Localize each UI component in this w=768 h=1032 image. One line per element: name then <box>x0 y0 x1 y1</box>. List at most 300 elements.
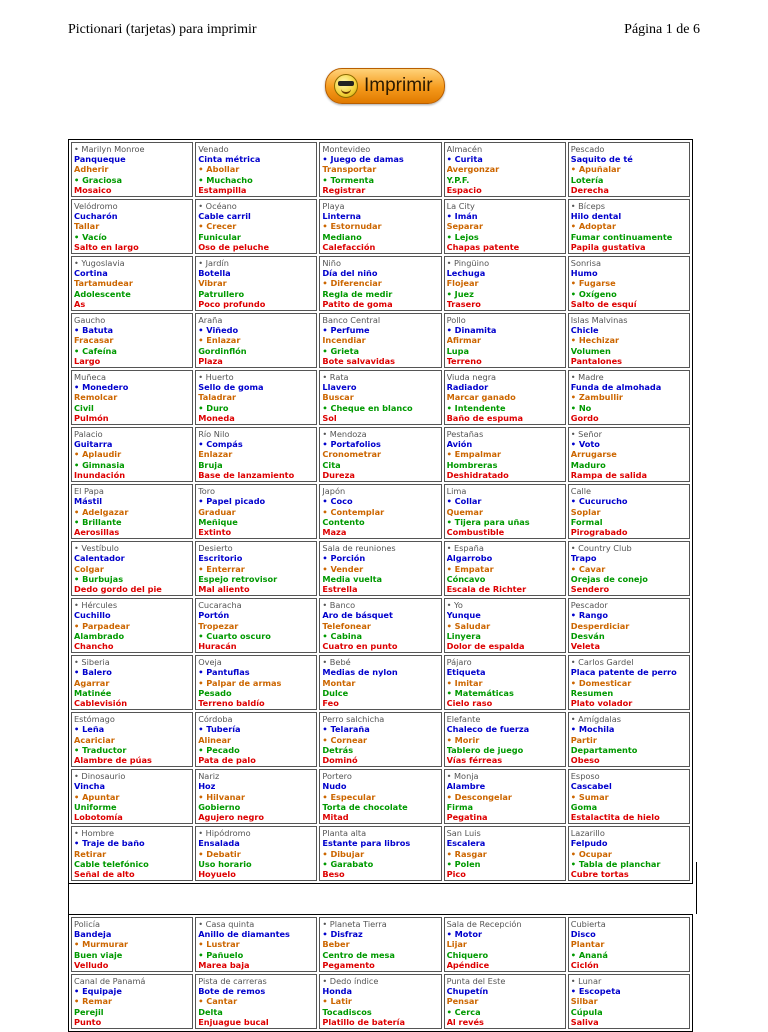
card-word: Pista de carreras <box>198 976 267 987</box>
card <box>568 256 690 311</box>
card-word: • Juego de damas <box>322 154 404 165</box>
card-word: Maduro <box>570 459 606 470</box>
card-word: Pescador <box>570 600 608 611</box>
card-word: • Gimnasia <box>74 459 125 470</box>
card-word: Media vuelta <box>322 573 383 584</box>
card-word: Bote de remos <box>198 986 266 997</box>
card <box>319 974 441 1029</box>
card-word: Cubre tortas <box>570 869 629 879</box>
card-word: Mediano <box>322 231 362 242</box>
card-word: Palacio <box>74 429 103 440</box>
cards-table-2 <box>68 914 693 1032</box>
card <box>195 769 317 824</box>
card-word: • Yo <box>446 600 463 611</box>
card-word: Vías férreas <box>446 754 503 765</box>
card-word: • Vender <box>322 563 364 574</box>
card-word: • Contemplar <box>322 506 385 517</box>
card-word: • Rasgar <box>446 848 487 859</box>
card <box>195 917 317 972</box>
card <box>319 142 441 197</box>
card-word: • Escopeta <box>570 986 621 997</box>
card <box>195 484 317 539</box>
card-word: Sonrisa <box>570 258 602 269</box>
card-word: Registrar <box>322 184 366 195</box>
card <box>319 769 441 824</box>
card-word: Pegamento <box>322 959 375 970</box>
card-word: • Pañuelo <box>198 949 244 960</box>
card-word: Incendiar <box>322 335 366 346</box>
card-word: • Empatar <box>446 563 494 574</box>
card-word: Centro de mesa <box>322 949 395 960</box>
card-word: • Siberia <box>74 657 110 668</box>
card <box>71 541 193 596</box>
card-word: Colgar <box>74 563 104 574</box>
card-word: • Latir <box>322 996 352 1007</box>
card-word: • Océano <box>198 201 237 212</box>
card-word: • Señor <box>570 429 602 440</box>
card-word: Honda <box>322 986 353 997</box>
card-word: Cablevisión <box>74 697 128 708</box>
card-word: Oveja <box>198 657 222 668</box>
card-word: • Especular <box>322 791 376 802</box>
card-word: Tallar <box>74 221 100 232</box>
card-word: • Cabina <box>322 630 363 641</box>
card-word: Cubierta <box>570 919 606 929</box>
card-word: Desván <box>570 630 605 641</box>
card-word: • Juez <box>446 288 474 299</box>
card <box>568 541 690 596</box>
card-word: Patito de goma <box>322 298 393 309</box>
card-word: Dedo gordo del pie <box>74 583 162 594</box>
card-word: • Dibujar <box>322 848 365 859</box>
card <box>444 427 566 482</box>
card-word: Cita <box>322 459 341 470</box>
card-word: Inundación <box>74 469 126 480</box>
card-word: Deshidratado <box>446 469 509 480</box>
card <box>319 484 441 539</box>
card-word: Vibrar <box>198 278 227 289</box>
card <box>568 974 690 1029</box>
card-word: • Vacío <box>74 231 107 242</box>
card-word: Gobierno <box>198 801 241 812</box>
card-word: • Balero <box>74 667 112 678</box>
card-word: Estómago <box>74 714 115 725</box>
card-word: Cielo raso <box>446 697 493 708</box>
card-word: • Duro <box>198 402 229 413</box>
card-word: Civil <box>74 402 94 413</box>
card-word: Rampa de salida <box>570 469 648 480</box>
card-row <box>71 370 690 425</box>
card-word: Velódromo <box>74 201 118 212</box>
card-word: • Yugoslavia <box>74 258 125 269</box>
card-word: Felpudo <box>570 838 608 849</box>
card-word: Resumen <box>570 687 614 698</box>
card-word: Formal <box>570 516 603 527</box>
card-word: • Portafolios <box>322 439 381 450</box>
card <box>319 541 441 596</box>
card <box>444 199 566 254</box>
card-word: Vincha <box>74 781 106 792</box>
card-word: Gordinflón <box>198 345 247 356</box>
card-word: Pulmón <box>74 412 109 423</box>
card-word: Bote salvavidas <box>322 355 396 366</box>
card-word: Adolescente <box>74 288 131 299</box>
card-word: • Cornear <box>322 734 368 745</box>
card-word: Al revés <box>446 1016 484 1027</box>
card-word: Nariz <box>198 771 220 782</box>
card-row <box>71 484 690 539</box>
card-word: Quemar <box>446 506 483 517</box>
card-word: Derecha <box>570 184 609 195</box>
card <box>319 427 441 482</box>
card-word: • Lejos <box>446 231 479 242</box>
card-word: Punto <box>74 1016 102 1027</box>
card-word: Salto de esquí <box>570 298 637 309</box>
card <box>444 142 566 197</box>
card-word: • Viñedo <box>198 325 239 336</box>
card-word: Adherir <box>74 164 109 175</box>
card <box>319 199 441 254</box>
card-word: Acariciar <box>74 734 115 745</box>
card-word: • Monedero <box>74 382 129 393</box>
card-word: • Imitar <box>446 677 483 688</box>
card-word: Veleta <box>570 640 600 651</box>
card-word: Lima <box>446 486 467 497</box>
card-word: Sala de Recepción <box>446 919 522 929</box>
card-word: Viuda negra <box>446 372 497 383</box>
card-row <box>71 917 690 972</box>
card-word: Base de lanzamiento <box>198 469 295 480</box>
card-word: • Polen <box>446 858 481 869</box>
card-word: Chupetín <box>446 986 489 997</box>
card-word: Saquito de té <box>570 154 633 165</box>
card-word: Panqueque <box>74 154 126 165</box>
card-word: • Pingüino <box>446 258 490 269</box>
card-word: Cucaracha <box>198 600 242 611</box>
card-word: Anillo de diamantes <box>198 929 290 940</box>
card-word: Córdoba <box>198 714 233 725</box>
card-word: Tartamudear <box>74 278 133 289</box>
card-word: Enlazar <box>198 449 233 460</box>
card-word: • Vestíbulo <box>74 543 119 554</box>
card-row <box>71 427 690 482</box>
card-word: Transportar <box>322 164 377 175</box>
card-word: Pirograbado <box>570 526 628 537</box>
card <box>568 769 690 824</box>
card-word: Pestañas <box>446 429 484 440</box>
card-word: Papila gustativa <box>570 241 646 252</box>
card <box>195 598 317 653</box>
card-word: Obeso <box>570 754 600 765</box>
card <box>71 484 193 539</box>
card-word: Montevideo <box>322 144 371 154</box>
card-word: • Oxígeno <box>570 288 617 299</box>
card-word: Portero <box>322 771 352 782</box>
card-word: • Descongelar <box>446 791 512 802</box>
card-word: Cascabel <box>570 781 612 792</box>
card-word: Policía <box>74 919 100 929</box>
card-word: Toro <box>198 486 215 497</box>
card <box>444 370 566 425</box>
card <box>71 598 193 653</box>
card-word: Tocadiscos <box>322 1006 372 1017</box>
card-word: Agujero negro <box>198 811 264 822</box>
card-row <box>71 313 690 368</box>
card-word: Espacio <box>446 184 482 195</box>
card-word: • Grieta <box>322 345 360 356</box>
card-word: Cronometrar <box>322 449 382 460</box>
card-word: Arrugarse <box>570 449 617 460</box>
card-row <box>71 199 690 254</box>
card-word: Punta del Este <box>446 976 506 987</box>
card-word: Dolor de espalda <box>446 640 525 651</box>
card-word: • Pecado <box>198 744 240 755</box>
card-word: • Rata <box>322 372 349 383</box>
card-word: Pescado <box>570 144 605 154</box>
card-word: Disco <box>570 929 596 940</box>
card <box>195 655 317 710</box>
card <box>71 313 193 368</box>
card-word: • Banco <box>322 600 356 611</box>
card-word: • Tormenta <box>322 174 374 185</box>
card-word: • Mochila <box>570 724 615 735</box>
card-word: Banco Central <box>322 315 381 326</box>
card-word: • Zambullir <box>570 392 623 403</box>
card-word: Portón <box>198 610 230 621</box>
card-word: Taladrar <box>198 392 237 403</box>
card-word: • Aplaudir <box>74 449 122 460</box>
card-word: Flojear <box>446 278 479 289</box>
card-word: Pico <box>446 869 466 879</box>
card-word: Silbar <box>570 996 598 1007</box>
card-word: Tropezar <box>198 620 239 631</box>
card <box>71 712 193 767</box>
card-word: • Carlos Gardel <box>570 657 634 668</box>
card-word: Calle <box>570 486 592 497</box>
card-word: • Hilvanar <box>198 791 245 802</box>
card-word: Matinée <box>74 687 112 698</box>
card-word: • Graciosa <box>74 174 123 185</box>
card-word: Agarrar <box>74 677 110 688</box>
card-word: Dominó <box>322 754 358 765</box>
card-word: Linterna <box>322 211 362 222</box>
card-word: Desperdiciar <box>570 620 630 631</box>
card <box>319 370 441 425</box>
card-word: • Adoptar <box>570 221 616 232</box>
card-word: • Compás <box>198 439 243 450</box>
card-word: • Madre <box>570 372 604 383</box>
card-word: Platillo de batería <box>322 1016 406 1027</box>
card-word: Calentador <box>74 553 125 564</box>
card-word: Terreno baldío <box>198 697 265 708</box>
card-word: • Burbujas <box>74 573 124 584</box>
card-word: Moneda <box>198 412 235 423</box>
card-word: Etiqueta <box>446 667 486 678</box>
card-word: Buscar <box>322 392 354 403</box>
card-word: Pollo <box>446 315 466 326</box>
card-word: • Apuñalar <box>570 164 621 175</box>
card-row <box>71 712 690 767</box>
card-word: Cucharón <box>74 211 118 222</box>
card-word: • Dedo índice <box>322 976 379 987</box>
card <box>71 974 193 1029</box>
card <box>195 712 317 767</box>
card-word: • Saludar <box>446 620 491 631</box>
card-word: Terreno <box>446 355 482 366</box>
card-word: • Coco <box>322 496 353 507</box>
card-word: Día del niño <box>322 268 378 279</box>
card-word: Alambre de púas <box>74 754 152 765</box>
card-word: • Parpadear <box>74 620 130 631</box>
card <box>71 769 193 824</box>
card-word: Hoz <box>198 781 216 792</box>
card-word: Botella <box>198 268 231 279</box>
card <box>444 598 566 653</box>
card <box>444 769 566 824</box>
card-row <box>71 655 690 710</box>
card-word: • Porción <box>322 553 366 564</box>
card-word: Saliva <box>570 1016 599 1027</box>
card-word: • Mendoza <box>322 429 367 440</box>
card-word: • No <box>570 402 592 413</box>
card-word: • Cafeína <box>74 345 117 356</box>
card-word: • Cheque en blanco <box>322 402 413 413</box>
card-word: • Amígdalas <box>570 714 622 725</box>
card-word: Escritorio <box>198 553 243 564</box>
card <box>195 313 317 368</box>
card-word: Ciclón <box>570 959 599 970</box>
card <box>444 256 566 311</box>
card <box>71 370 193 425</box>
card-word: Bandeja <box>74 929 112 940</box>
card-word: San Luis <box>446 828 481 839</box>
card-word: Lazarillo <box>570 828 605 839</box>
card-word: Chapas patente <box>446 241 520 252</box>
card-word: Cuchillo <box>74 610 111 621</box>
card-word: • Country Club <box>570 543 632 554</box>
card-word: Alambrado <box>74 630 125 641</box>
card-word: Pantalones <box>570 355 623 366</box>
card-word: • Batuta <box>74 325 114 336</box>
card-word: Bruja <box>198 459 223 470</box>
card-word: Gaucho <box>74 315 106 326</box>
card-word: Perejil <box>74 1006 104 1017</box>
card-row <box>71 974 690 1029</box>
card-word: Muñeca <box>74 372 106 383</box>
card-word: Velludo <box>74 959 109 970</box>
card-word: • Enlazar <box>198 335 241 346</box>
card-word: Maza <box>322 526 347 537</box>
card <box>71 917 193 972</box>
card-word: Aro de básquet <box>322 610 393 621</box>
card-word: • Garabato <box>322 858 374 869</box>
card-word: Planta alta <box>322 828 367 839</box>
card-word: Fracasar <box>74 335 114 346</box>
card-word: • Perfume <box>322 325 370 336</box>
card-word: Orejas de conejo <box>570 573 648 584</box>
card-word: Meñique <box>198 516 238 527</box>
card-word: • Planeta Tierra <box>322 919 387 929</box>
card-word: • Sumar <box>570 791 609 802</box>
card-word: Patrullero <box>198 288 245 299</box>
card <box>71 427 193 482</box>
card <box>195 256 317 311</box>
card <box>195 199 317 254</box>
card-word: Playa <box>322 201 345 212</box>
card-word: • Traductor <box>74 744 127 755</box>
card-word: Canal de Panamá <box>74 976 146 987</box>
card-word: Uniforme <box>74 801 117 812</box>
card-word: • Curita <box>446 154 483 165</box>
card-word: Lijar <box>446 939 467 950</box>
card-word: Plato volador <box>570 697 633 708</box>
card-word: • Monja <box>446 771 479 782</box>
card <box>568 370 690 425</box>
card <box>71 256 193 311</box>
card-word: Hombreras <box>446 459 498 470</box>
card-word: Mosaico <box>74 184 112 195</box>
card-word: Niño <box>322 258 341 269</box>
card-word: • Morir <box>446 734 480 745</box>
card-word: • Lustrar <box>198 939 240 950</box>
card-word: Afirmar <box>446 335 482 346</box>
card-word: Marea baja <box>198 959 250 970</box>
card <box>319 712 441 767</box>
card-word: Baño de espuma <box>446 412 524 423</box>
card-word: • Tabla de planchar <box>570 858 661 869</box>
card-word: Dulce <box>322 687 349 698</box>
card-word: Algarrobo <box>446 553 493 564</box>
card <box>568 199 690 254</box>
card-word: Delta <box>198 1006 223 1017</box>
card-word: Yunque <box>446 610 481 621</box>
print-button-label: Imprimir <box>364 75 433 96</box>
card-word: Chancho <box>74 640 114 651</box>
card-word: Alambre <box>446 781 486 792</box>
card-word: • Diferenciar <box>322 278 382 289</box>
card-word: Apéndice <box>446 959 490 970</box>
card-word: Humo <box>570 268 598 279</box>
card-word: Poco profundo <box>198 298 266 309</box>
card-word: • Abollar <box>198 164 240 175</box>
card-word: • Enterrar <box>198 563 245 574</box>
card-word: Sello de goma <box>198 382 264 393</box>
card-word: El Papa <box>74 486 104 497</box>
card-word: • Huerto <box>198 372 234 383</box>
card-word: • Tijera para uñas <box>446 516 530 527</box>
card-word: Japón <box>322 486 346 497</box>
card-word: Aerosillas <box>74 526 120 537</box>
card-word: Torta de chocolate <box>322 801 408 812</box>
card-word: Lobotomía <box>74 811 123 822</box>
card-word: • Tubería <box>198 724 241 735</box>
card-word: • Brillante <box>74 516 122 527</box>
card-word: Beso <box>322 869 345 879</box>
card-word: • Motor <box>446 929 482 940</box>
card-word: • Traje de baño <box>74 838 145 849</box>
card-word: Llavero <box>322 382 357 393</box>
card <box>319 256 441 311</box>
print-button[interactable] <box>325 68 445 104</box>
card-word: • Disfraz <box>322 929 363 940</box>
card-word: Chaleco de fuerza <box>446 724 530 735</box>
card <box>319 655 441 710</box>
card-word: Buen viaje <box>74 949 123 960</box>
card-word: • Bíceps <box>570 201 606 212</box>
card-word: Nudo <box>322 781 347 792</box>
card-word: • Lunar <box>570 976 602 987</box>
card <box>319 917 441 972</box>
